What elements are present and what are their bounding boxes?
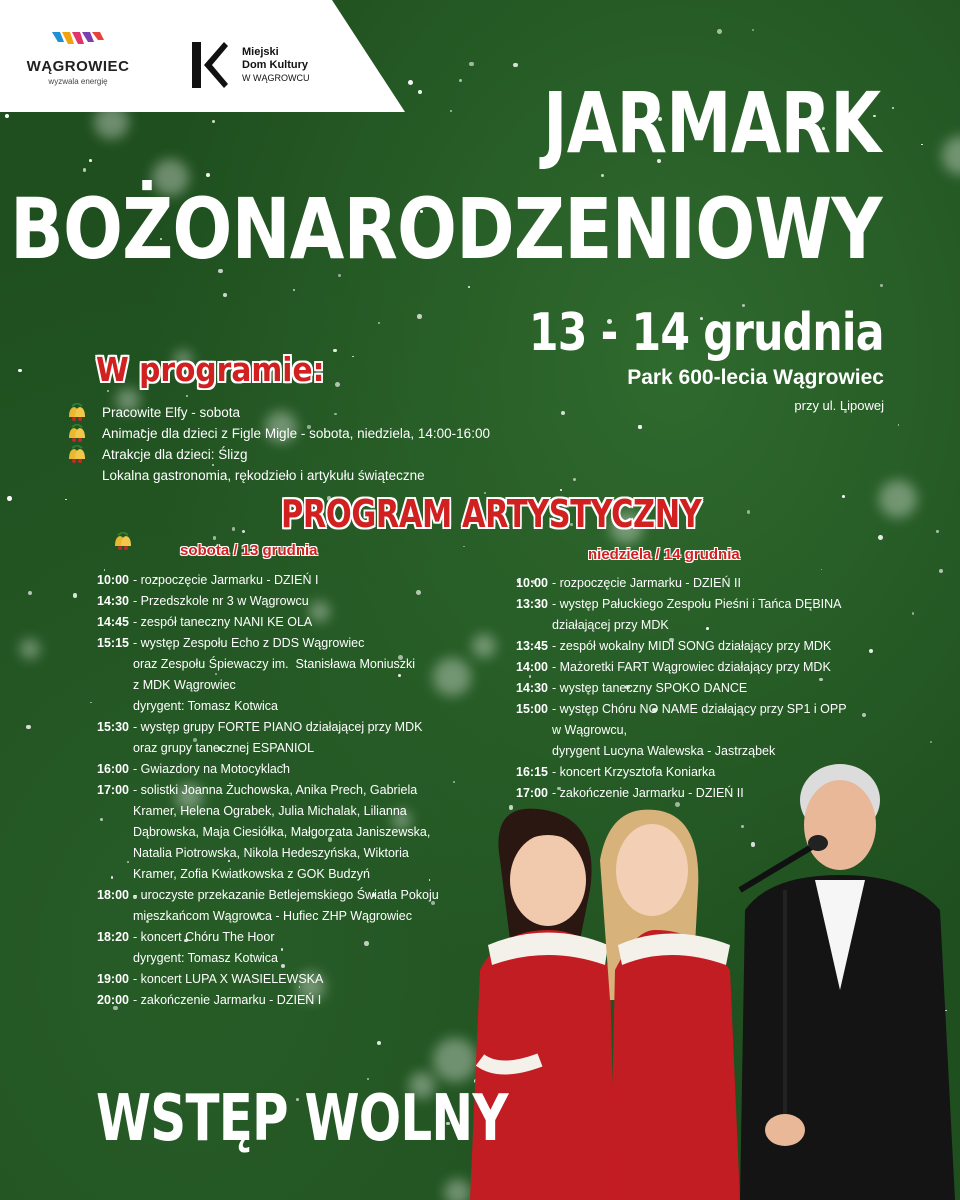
schedule-desc: - zespół taneczny NANI KE OLA <box>133 612 487 633</box>
snowflake <box>417 314 421 318</box>
schedule-row <box>97 927 487 969</box>
saturday-schedule <box>97 570 487 1011</box>
city-name: WĄGROWIEC <box>26 58 130 75</box>
schedule-row <box>97 717 487 759</box>
snowflake <box>469 62 473 66</box>
free-entry-banner: WSTĘP WOLNY <box>96 1082 508 1156</box>
schedule-time: 10:00 <box>97 573 129 587</box>
schedule-time: 18:00 <box>97 888 129 902</box>
list-item <box>66 423 490 444</box>
schedule-desc: - uroczyste przekazanie Betlejemskiego Światła Pokoju mieszkańcom Wągrowca - Hufiec ZHP Wągrowiec <box>133 885 487 927</box>
schedule-time: 10:00 <box>516 576 548 590</box>
mdk-name-line1: Miejski <box>242 45 279 58</box>
schedule-desc: - koncert LUPA X WASIELEWSKA <box>133 969 487 990</box>
mdk-name <box>242 46 310 85</box>
mdk-logo <box>190 40 310 90</box>
snowflake <box>912 612 915 615</box>
snowflake <box>747 510 750 513</box>
schedule-row <box>97 591 487 612</box>
schedule-time: 16:15 <box>516 765 548 779</box>
snowflake <box>418 90 422 94</box>
schedule-time: 13:30 <box>516 597 548 611</box>
schedule-row <box>97 612 487 633</box>
snowflake <box>18 369 21 372</box>
snowflake <box>206 173 210 177</box>
schedule-desc: - zakończenie Jarmarku - DZIEŃ II <box>552 783 896 804</box>
snowflake <box>232 527 235 530</box>
snowflake <box>513 63 517 67</box>
bells-icon <box>66 403 88 421</box>
schedule-time: 19:00 <box>97 972 129 986</box>
artistic-heading: PROGRAM ARTYSTYCZNY <box>281 492 702 536</box>
event-street: przy ul. Lipowej <box>794 398 884 413</box>
snowflake <box>752 29 754 31</box>
schedule-desc: - rozpoczęcie Jarmarku - DZIEŃ I <box>133 570 487 591</box>
snowflake <box>898 424 900 426</box>
snowflake <box>212 120 215 123</box>
schedule-time: 14:00 <box>516 660 548 674</box>
snowflake <box>638 425 641 428</box>
snowflake <box>942 136 960 174</box>
schedule-row <box>97 633 487 717</box>
snowflake <box>936 530 938 532</box>
schedule-time: 17:00 <box>97 783 129 797</box>
schedule-time: 18:20 <box>97 930 129 944</box>
schedule-time: 14:30 <box>97 594 129 608</box>
schedule-row <box>97 570 487 591</box>
snowflake <box>878 535 883 540</box>
snowflake <box>408 80 413 85</box>
title-line-1: JARMARK <box>542 74 880 172</box>
schedule-row <box>97 885 487 927</box>
snowflake <box>879 480 917 518</box>
mdk-name-line2: Dom Kultury <box>242 58 308 71</box>
schedule-row <box>97 759 487 780</box>
schedule-desc: - Mażoretki FART Wągrowiec działający przy MDK <box>552 657 896 678</box>
saturday-label: sobota / 13 grudnia <box>180 542 318 559</box>
snowflake <box>459 79 462 82</box>
snowflake <box>73 593 77 597</box>
snowflake <box>561 411 565 415</box>
schedule-row <box>516 594 896 636</box>
snowflake <box>293 289 295 291</box>
snowflake <box>842 495 845 498</box>
wagrowiec-logo <box>22 28 134 86</box>
bells-icon <box>66 445 88 463</box>
schedule-time: 15:30 <box>97 720 129 734</box>
schedule-time: 14:30 <box>516 681 548 695</box>
program-list <box>66 402 490 486</box>
schedule-row <box>97 969 487 990</box>
snowflake <box>107 390 109 392</box>
mdk-name-line3: W WĄGROWCU <box>242 72 310 83</box>
snowflake <box>573 478 576 481</box>
schedule-desc: - Gwiazdory na Motocyklach <box>133 759 487 780</box>
snowflake <box>213 536 217 540</box>
schedule-time: 16:00 <box>97 762 129 776</box>
schedule-desc: - występ taneczny SPOKO DANCE <box>552 678 896 699</box>
program-item: Atrakcje dla dzieci: Ślizg <box>102 447 248 462</box>
snowflake <box>378 322 380 324</box>
event-dates: 13 - 14 grudnia <box>529 303 884 363</box>
snowflake <box>892 107 894 109</box>
snowflake <box>367 1078 369 1080</box>
bells-icon <box>112 532 134 550</box>
schedule-time: 17:00 <box>516 786 548 800</box>
event-place: Park 600-lecia Wągrowiec <box>627 366 884 389</box>
schedule-desc: - solistki Joanna Żuchowska, Anika Prech, Gabriela Kramer, Helena Ograbek, Julia Michalak, Lilianna Dąbrowska, Maja Ciesiółka, Małgorzata Janiszewska, Natalia Piotrowska, Nikola Hedeszyńska, Wiktoria Kramer, Zofia Kwiatkowska z GOK Budzyń <box>133 780 487 885</box>
snowflake <box>333 349 336 352</box>
schedule-desc: - występ grupy FORTE PIANO działającej przy MDK oraz grupy tanecznej ESPANIOL <box>133 717 487 759</box>
program-heading: W programie: <box>96 350 325 389</box>
sunday-label: niedziela / 14 grudnia <box>588 546 740 563</box>
schedule-desc: - zakończenie Jarmarku - DZIEŃ I <box>133 990 487 1011</box>
snowflake <box>186 395 188 397</box>
schedule-time: 13:45 <box>516 639 548 653</box>
schedule-row <box>516 636 896 657</box>
schedule-desc: - występ Chóru NO NAME działający przy SP1 i OPP w Wągrowcu, dyrygent Lucyna Walewska - Jastrząbek <box>552 699 896 762</box>
snowflake <box>450 110 452 112</box>
snowflake <box>468 286 470 288</box>
schedule-time: 15:15 <box>97 636 129 650</box>
schedule-time: 20:00 <box>97 993 129 1007</box>
performers-photo <box>440 740 960 1200</box>
snowflake <box>7 496 12 501</box>
program-item: Pracowite Elfy - sobota <box>102 405 241 420</box>
schedule-row <box>516 678 896 699</box>
snowflake <box>939 569 943 573</box>
snowflake <box>601 174 604 177</box>
title-line-2: BOŻONARODZENIOWY <box>10 180 882 278</box>
performer-woman-right <box>600 810 740 1200</box>
list-item <box>66 444 490 465</box>
snowflake <box>335 382 340 387</box>
snowflake <box>377 1041 382 1046</box>
snowflake <box>5 114 9 118</box>
snowflake <box>89 159 92 162</box>
snowflake <box>90 702 92 704</box>
performer-man <box>740 764 955 1200</box>
snowflake <box>880 284 883 287</box>
schedule-row <box>516 657 896 678</box>
wagrowiec-logo-mark <box>50 28 106 50</box>
snowflake <box>560 489 562 491</box>
snowflake <box>83 168 87 172</box>
schedule-time: 15:00 <box>516 702 548 716</box>
schedule-desc: - Przedszkole nr 3 w Wągrowcu <box>133 591 487 612</box>
schedule-time: 14:45 <box>97 615 129 629</box>
schedule-row <box>97 990 487 1011</box>
snowflake <box>26 725 30 729</box>
snowflake <box>242 530 245 533</box>
program-item: Animacje dla dzieci z Figle Migle - sobota, niedziela, 14:00-16:00 <box>102 426 490 441</box>
program-item: Lokalna gastronomia, rękodzieło i artykułu świąteczne <box>102 468 425 483</box>
snowflake <box>352 356 354 358</box>
mdk-logo-mark <box>190 40 230 90</box>
bells-icon <box>66 424 88 442</box>
list-item <box>66 465 490 486</box>
snowflake <box>821 569 823 571</box>
city-tagline: wyzwala energię <box>48 77 108 86</box>
snowflake <box>921 144 923 146</box>
snowflake <box>223 293 227 297</box>
schedule-desc: - występ Zespołu Echo z DDS Wągrowiec oraz Zespołu Śpiewaczy im. Stanisława Moniuszki z MDK Wągrowiec dyrygent: Tomasz Kotwica <box>133 633 487 717</box>
snowflake <box>463 546 465 548</box>
snowflake <box>20 639 40 659</box>
list-item <box>66 402 490 423</box>
schedule-desc: - występ Pałuckiego Zespołu Pieśni i Tańca DĘBINA działającej przy MDK <box>552 594 896 636</box>
schedule-desc: - koncert Chóru The Hoor dyrygent: Tomasz Kotwica <box>133 927 487 969</box>
schedule-desc: - zespół wokalny MIDI SONG działający przy MDK <box>552 636 896 657</box>
snowflake <box>717 29 722 34</box>
snowflake <box>28 591 32 595</box>
schedule-desc: - koncert Krzysztofa Koniarka <box>552 762 896 783</box>
schedule-row <box>516 573 896 594</box>
snowflake <box>65 499 67 501</box>
schedule-row <box>97 780 487 885</box>
schedule-desc: - rozpoczęcie Jarmarku - DZIEŃ II <box>552 573 896 594</box>
